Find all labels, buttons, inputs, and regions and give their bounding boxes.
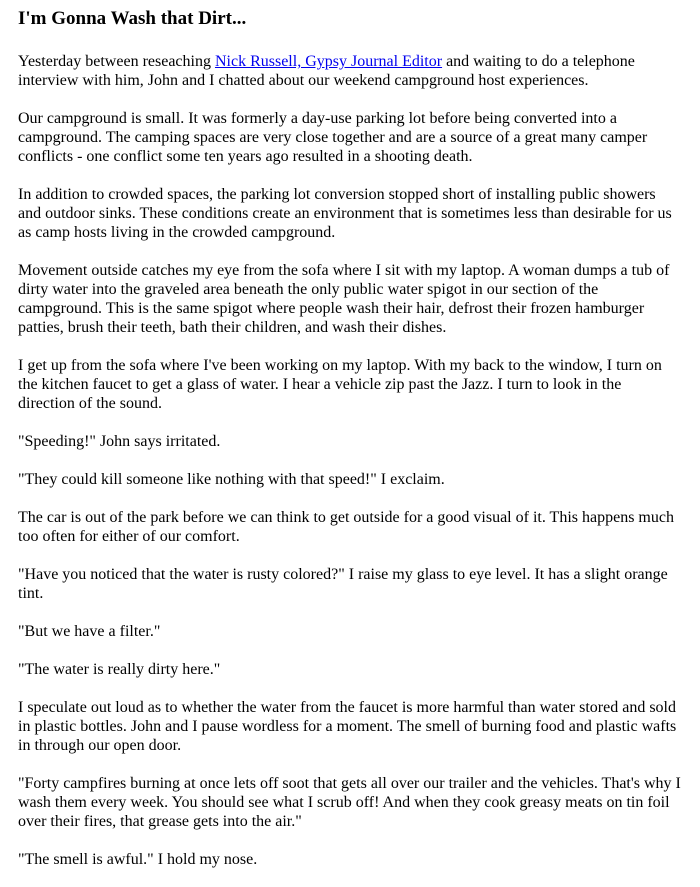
nick-russell-link[interactable]: Nick Russell, Gypsy Journal Editor	[214, 53, 443, 70]
paragraph-rusty-water: "Have you noticed that the water is rusty colored?" I raise my glass to eye level. It has a slight orange tint.	[18, 566, 668, 602]
paragraph-smell: "The smell is awful." I hold my nose.	[18, 851, 258, 868]
intro-text-after-link: and waiting to do a telephone interview with him, John and I chatted about our weekend campground host experiences.	[18, 53, 635, 89]
paragraph-car-out-of-park: The car is out of the park before we can think to get outside for a good visual of it. This happens much too often for either of our comfort.	[18, 509, 674, 545]
paragraph-exclaim: "They could kill someone like nothing with that speed!" I exclaim.	[18, 471, 445, 488]
paragraph-dirty-water: "The water is really dirty here."	[18, 661, 221, 678]
paragraph-woman-dumps-water: Movement outside catches my eye from the sofa where I sit with my laptop. A woman dumps a tub of dirty water into the graveled area beneath the only public water spigot in our section of the campground. This is the same spigot where people wash their hair, defrost their frozen hamburger patties, brush their teeth, bath their children, and wash their dishes.	[18, 262, 670, 336]
paragraph-crowded-spaces: In addition to crowded spaces, the parking lot conversion stopped short of installing public showers and outdoor sinks. These conditions create an environment that is sometimes less than desirable for us as camp hosts living in the crowded campground.	[18, 186, 672, 241]
paragraph-campground-description: Our campground is small. It was formerly a day-use parking lot before being converted into a campground. The camping spaces are very close together and are a source of a great many camper conflicts - one conflict some ten years ago resulted in a shooting death.	[18, 110, 648, 165]
intro-paragraph	[18, 52, 682, 90]
paragraph-filter: "But we have a filter."	[18, 623, 161, 640]
paragraph-speeding: "Speeding!" John says irritated.	[18, 433, 221, 450]
paragraph-kitchen-faucet: I get up from the sofa where I've been working on my laptop. With my back to the window, I turn on the kitchen faucet to get a glass of water. I hear a vehicle zip past the Jazz. I turn to look in the direction of the sound.	[18, 357, 662, 412]
paragraph-campfires: "Forty campfires burning at once lets off soot that gets all over our trailer and the vehicles. That's why I wash them every week. You should see what I scrub off! And when they cook greasy meats on tin foil over their fires, that grease gets into the air."	[18, 775, 681, 830]
intro-text-before-link: Yesterday between reseaching	[18, 53, 215, 70]
paragraph-speculate: I speculate out loud as to whether the water from the faucet is more harmful than water stored and sold in plastic bottles. John and I pause wordless for a moment. The smell of burning food and plastic wafts in through our open door.	[18, 699, 677, 754]
article-title: I'm Gonna Wash that Dirt...	[18, 8, 247, 29]
